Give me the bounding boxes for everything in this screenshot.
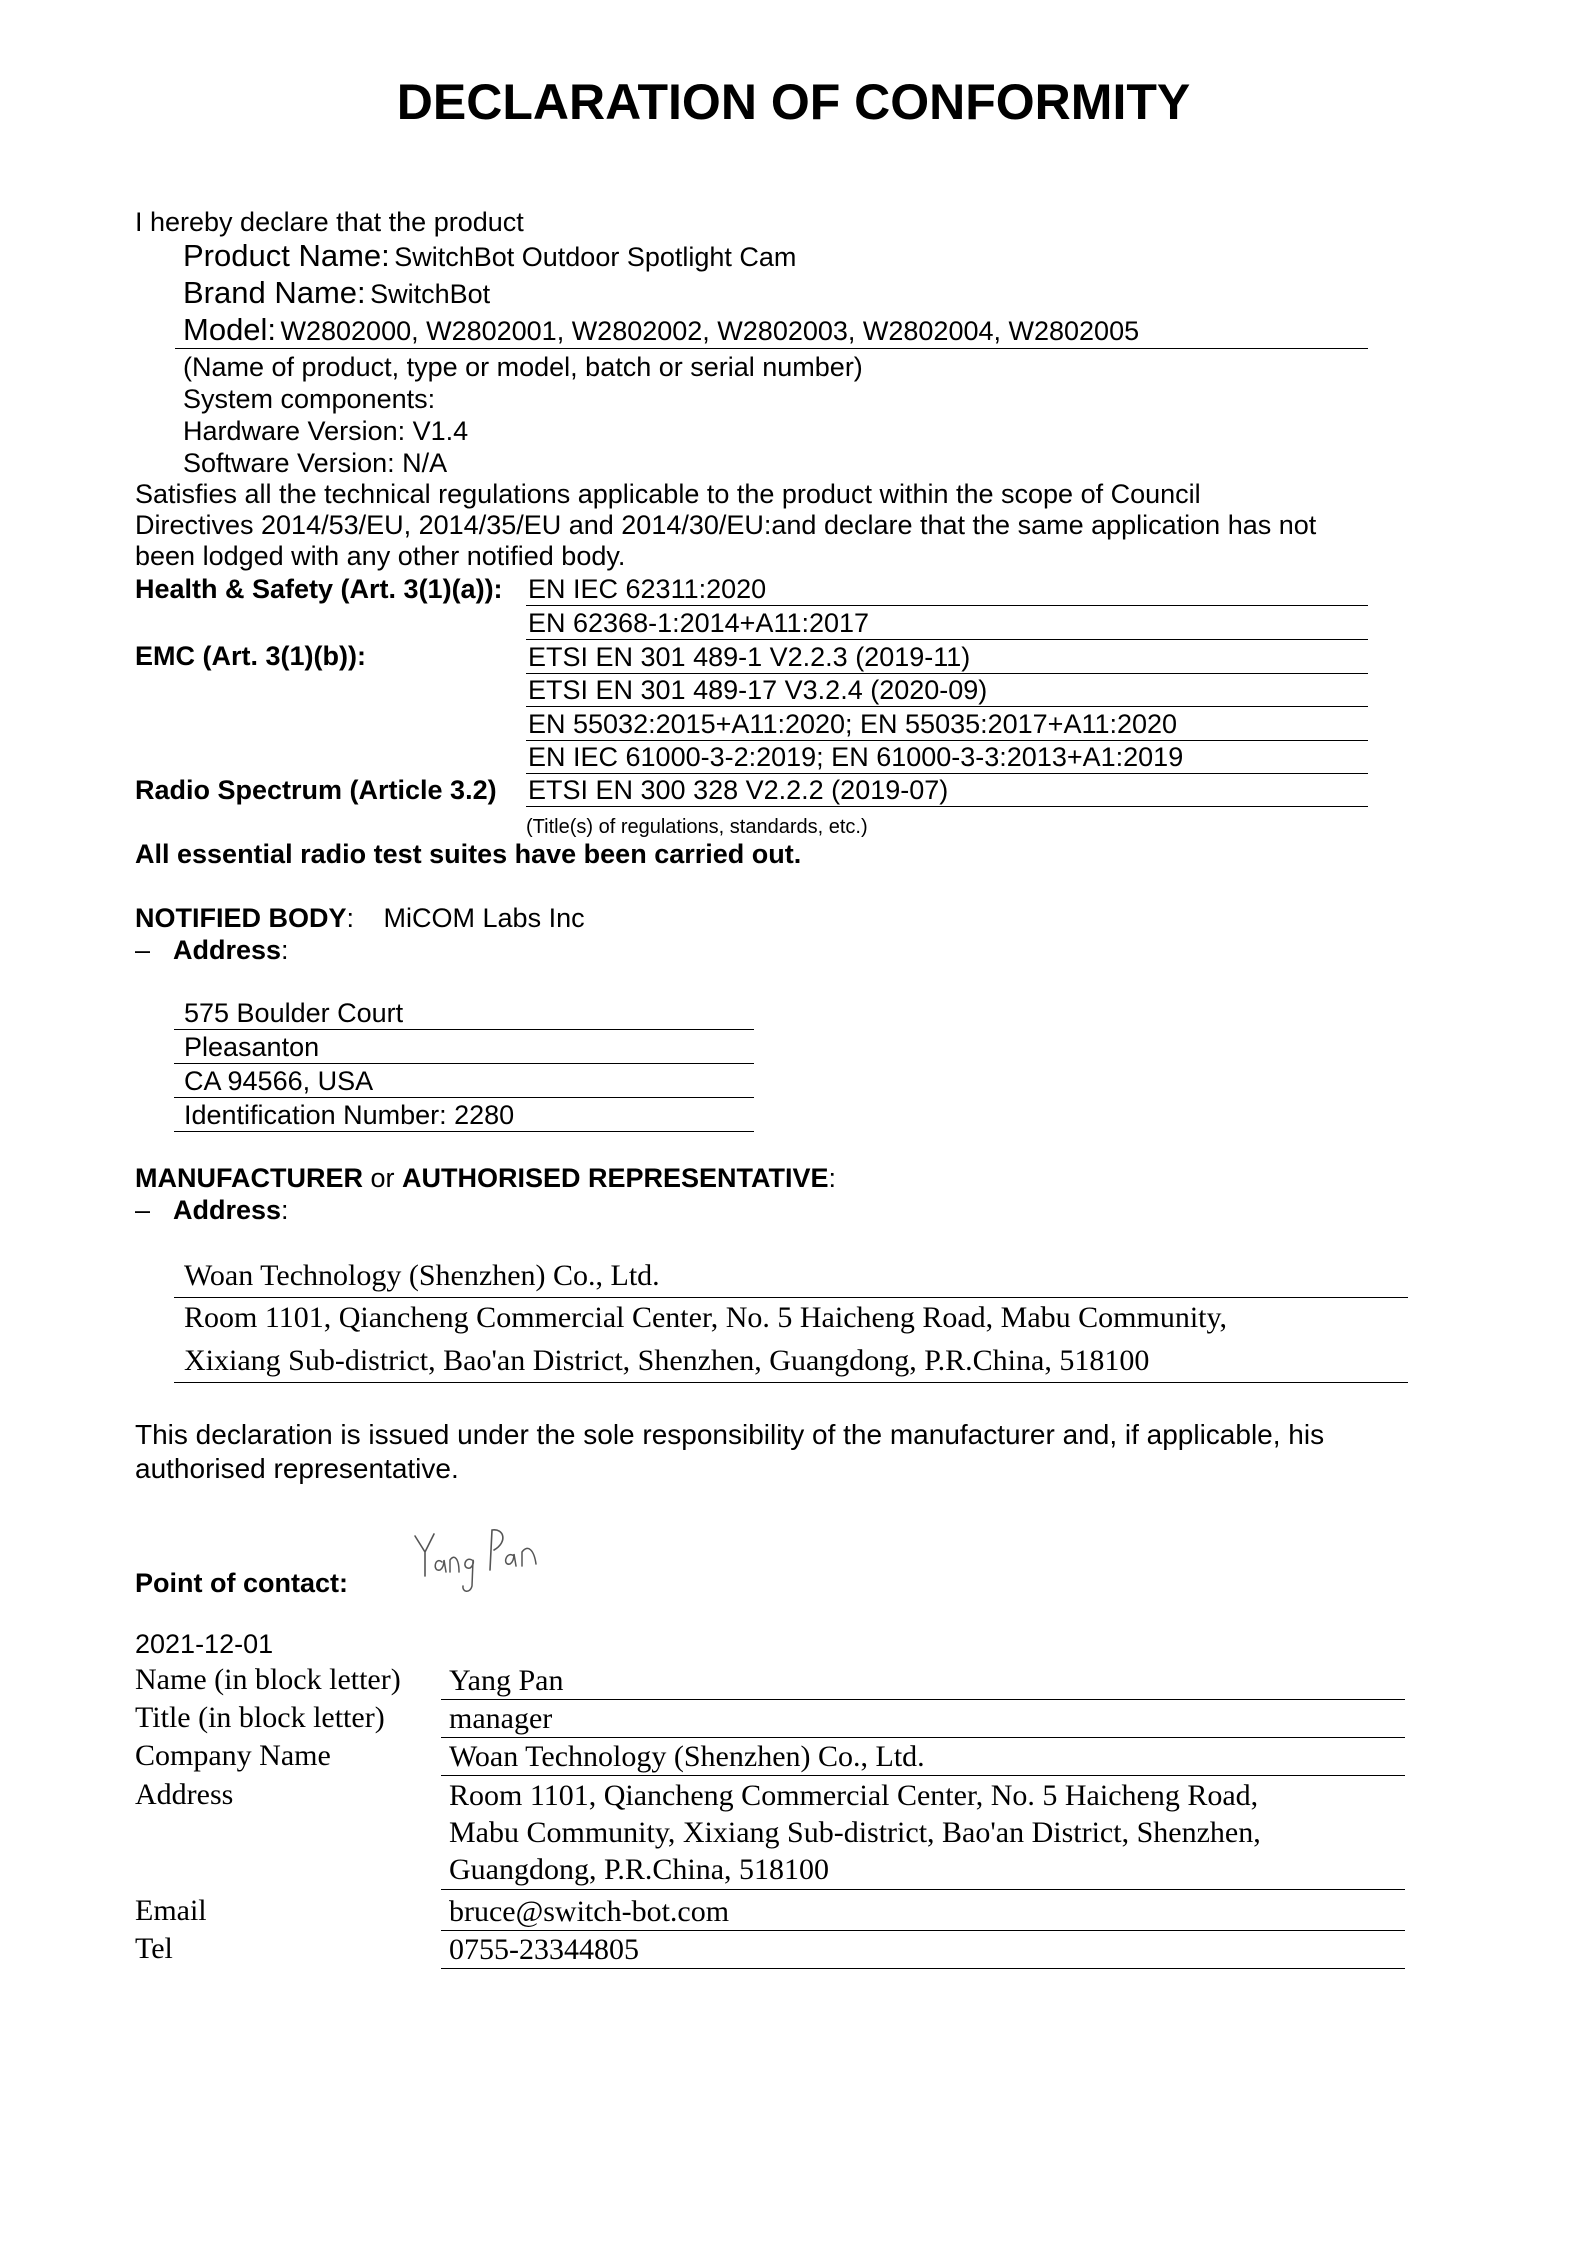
standard-text: ETSI EN 301 489-1 V2.2.3 (2019-11) (528, 642, 971, 672)
manufacturer-address-line (174, 1257, 1408, 1298)
contact-company-label: Company Name (135, 1739, 331, 1772)
software-version: Software Version: N/A (183, 448, 448, 478)
manufacturer-or: or (362, 1163, 402, 1193)
model-value: W2802000, W2802001, W2802002, W2802003, W2802004, W2802005 (280, 316, 1140, 346)
brand-name-label: Brand Name: (183, 275, 366, 310)
contact-title-cell (441, 1700, 1405, 1738)
notified-body-address-row (135, 934, 289, 966)
notified-address-text: Pleasanton (184, 1032, 320, 1062)
standard-text: EN IEC 62311:2020 (528, 574, 767, 604)
notified-address-text: 575 Boulder Court (184, 998, 404, 1028)
contact-address-line: Room 1101, Qiancheng Commercial Center, No. 5 Haicheng Road, (449, 1779, 1259, 1812)
model-label: Model: (183, 312, 277, 347)
contact-tel-cell (441, 1931, 1405, 1969)
contact-address-line: Mabu Community, Xixiang Sub-district, Bao'an District, Shenzhen, (449, 1816, 1261, 1849)
contact-tel-label: Tel (135, 1932, 173, 1965)
product-caption: (Name of product, type or model, batch or serial number) (183, 352, 863, 382)
authorised-representative-label: AUTHORISED REPRESENTATIVE (402, 1163, 829, 1193)
manufacturer-address-colon: : (281, 1195, 289, 1225)
statement-line-3: been lodged with any other notified body. (135, 541, 626, 571)
standard-text: EN IEC 61000-3-2:2019; EN 61000-3-3:2013+A1:2019 (528, 742, 1184, 772)
radio-spectrum-label: Radio Spectrum (Article 3.2) (135, 775, 497, 805)
standard-row (526, 640, 1368, 674)
contact-tel-value: 0755-23344805 (449, 1933, 639, 1966)
radio-tests-statement: All essential radio test suites have been carried out. (135, 839, 802, 869)
brand-name-row (183, 275, 490, 312)
notified-address-line (174, 996, 754, 1030)
point-of-contact-label: Point of contact: (135, 1568, 348, 1598)
contact-name-cell (441, 1662, 1405, 1700)
standard-text: ETSI EN 301 489-17 V3.2.4 (2020-09) (528, 675, 988, 705)
contact-title-value: manager (449, 1702, 553, 1735)
product-name-value: SwitchBot Outdoor Spotlight Cam (394, 242, 797, 272)
intro-text: I hereby declare that the product (135, 207, 524, 237)
contact-address-cell (441, 1777, 1405, 1890)
notified-body-row (135, 902, 585, 934)
emc-label: EMC (Art. 3(1)(b)): (135, 641, 366, 671)
system-components: System components: (183, 384, 436, 414)
responsibility-line-1: This declaration is issued under the sole responsibility of the manufacturer and, if applicable, his (135, 1419, 1325, 1450)
notified-address-line (174, 1064, 754, 1098)
standard-row (526, 673, 1368, 707)
standard-row (526, 773, 1368, 807)
contact-email-label: Email (135, 1894, 207, 1927)
product-name-label: Product Name: (183, 238, 390, 273)
manufacturer-row (135, 1162, 836, 1194)
notified-body-label: NOTIFIED BODY (135, 903, 347, 933)
contact-company-cell (441, 1738, 1405, 1776)
standard-text: ETSI EN 300 328 V2.2.2 (2019-07) (528, 775, 949, 805)
model-underline (175, 348, 1368, 349)
manufacturer-label: MANUFACTURER (135, 1163, 363, 1193)
list-dash: – (135, 935, 151, 965)
notified-address-line (174, 1098, 754, 1132)
standard-row (526, 572, 1368, 606)
brand-name-value: SwitchBot (370, 279, 491, 309)
contact-email-cell (441, 1893, 1405, 1931)
model-row (183, 312, 1139, 349)
health-safety-label: Health & Safety (Art. 3(1)(a)): (135, 574, 503, 604)
notified-address-text: CA 94566, USA (184, 1066, 374, 1096)
contact-company-value: Woan Technology (Shenzhen) Co., Ltd. (449, 1740, 925, 1773)
contact-email-value: bruce@switch-bot.com (449, 1895, 730, 1928)
notified-address-line (174, 1030, 754, 1064)
contact-title-label: Title (in block letter) (135, 1701, 385, 1734)
responsibility-line-2: authorised representative. (135, 1453, 459, 1484)
standard-row (526, 606, 1368, 640)
notified-body-address-colon: : (281, 935, 289, 965)
contact-address-label: Address (135, 1778, 234, 1811)
list-dash: – (135, 1195, 151, 1225)
standard-text: EN 55032:2015+A11:2020; EN 55035:2017+A11:2020 (528, 709, 1178, 739)
notified-body-name: MiCOM Labs Inc (383, 903, 585, 933)
standards-caption: (Title(s) of regulations, standards, etc.) (526, 816, 868, 838)
standard-row (526, 707, 1368, 741)
notified-body-address-label: Address (173, 935, 282, 965)
contact-name-value: Yang Pan (449, 1664, 564, 1697)
manufacturer-address-label: Address (173, 1195, 282, 1225)
hardware-version: Hardware Version: V1.4 (183, 416, 469, 446)
manufacturer-address-line (174, 1300, 1408, 1383)
manufacturer-address-text: Woan Technology (Shenzhen) Co., Ltd. (184, 1259, 660, 1292)
contact-address-line: Guangdong, P.R.China, 518100 (449, 1853, 830, 1886)
standard-row (526, 740, 1368, 774)
contact-name-label: Name (in block letter) (135, 1663, 401, 1696)
document-title: DECLARATION OF CONFORMITY (396, 74, 1191, 130)
declaration-date: 2021-12-01 (135, 1629, 274, 1659)
standard-text: EN 62368-1:2014+A11:2017 (528, 608, 870, 638)
notified-address-text: Identification Number: 2280 (184, 1100, 515, 1130)
manufacturer-address-row (135, 1194, 289, 1226)
statement-line-1: Satisfies all the technical regulations applicable to the product within the scope of Council (135, 479, 1201, 509)
manufacturer-colon: : (828, 1163, 837, 1193)
notified-body-colon: : (346, 903, 355, 933)
signature (410, 1528, 555, 1600)
manufacturer-address-text: Xixiang Sub-district, Bao'an District, Shenzhen, Guangdong, P.R.China, 518100 (184, 1344, 1150, 1377)
manufacturer-address-text: Room 1101, Qiancheng Commercial Center, No. 5 Haicheng Road, Mabu Community, (184, 1301, 1228, 1334)
product-name-row (183, 238, 796, 275)
statement-line-2: Directives 2014/53/EU, 2014/35/EU and 2014/30/EU:and declare that the same application has not (135, 510, 1317, 540)
